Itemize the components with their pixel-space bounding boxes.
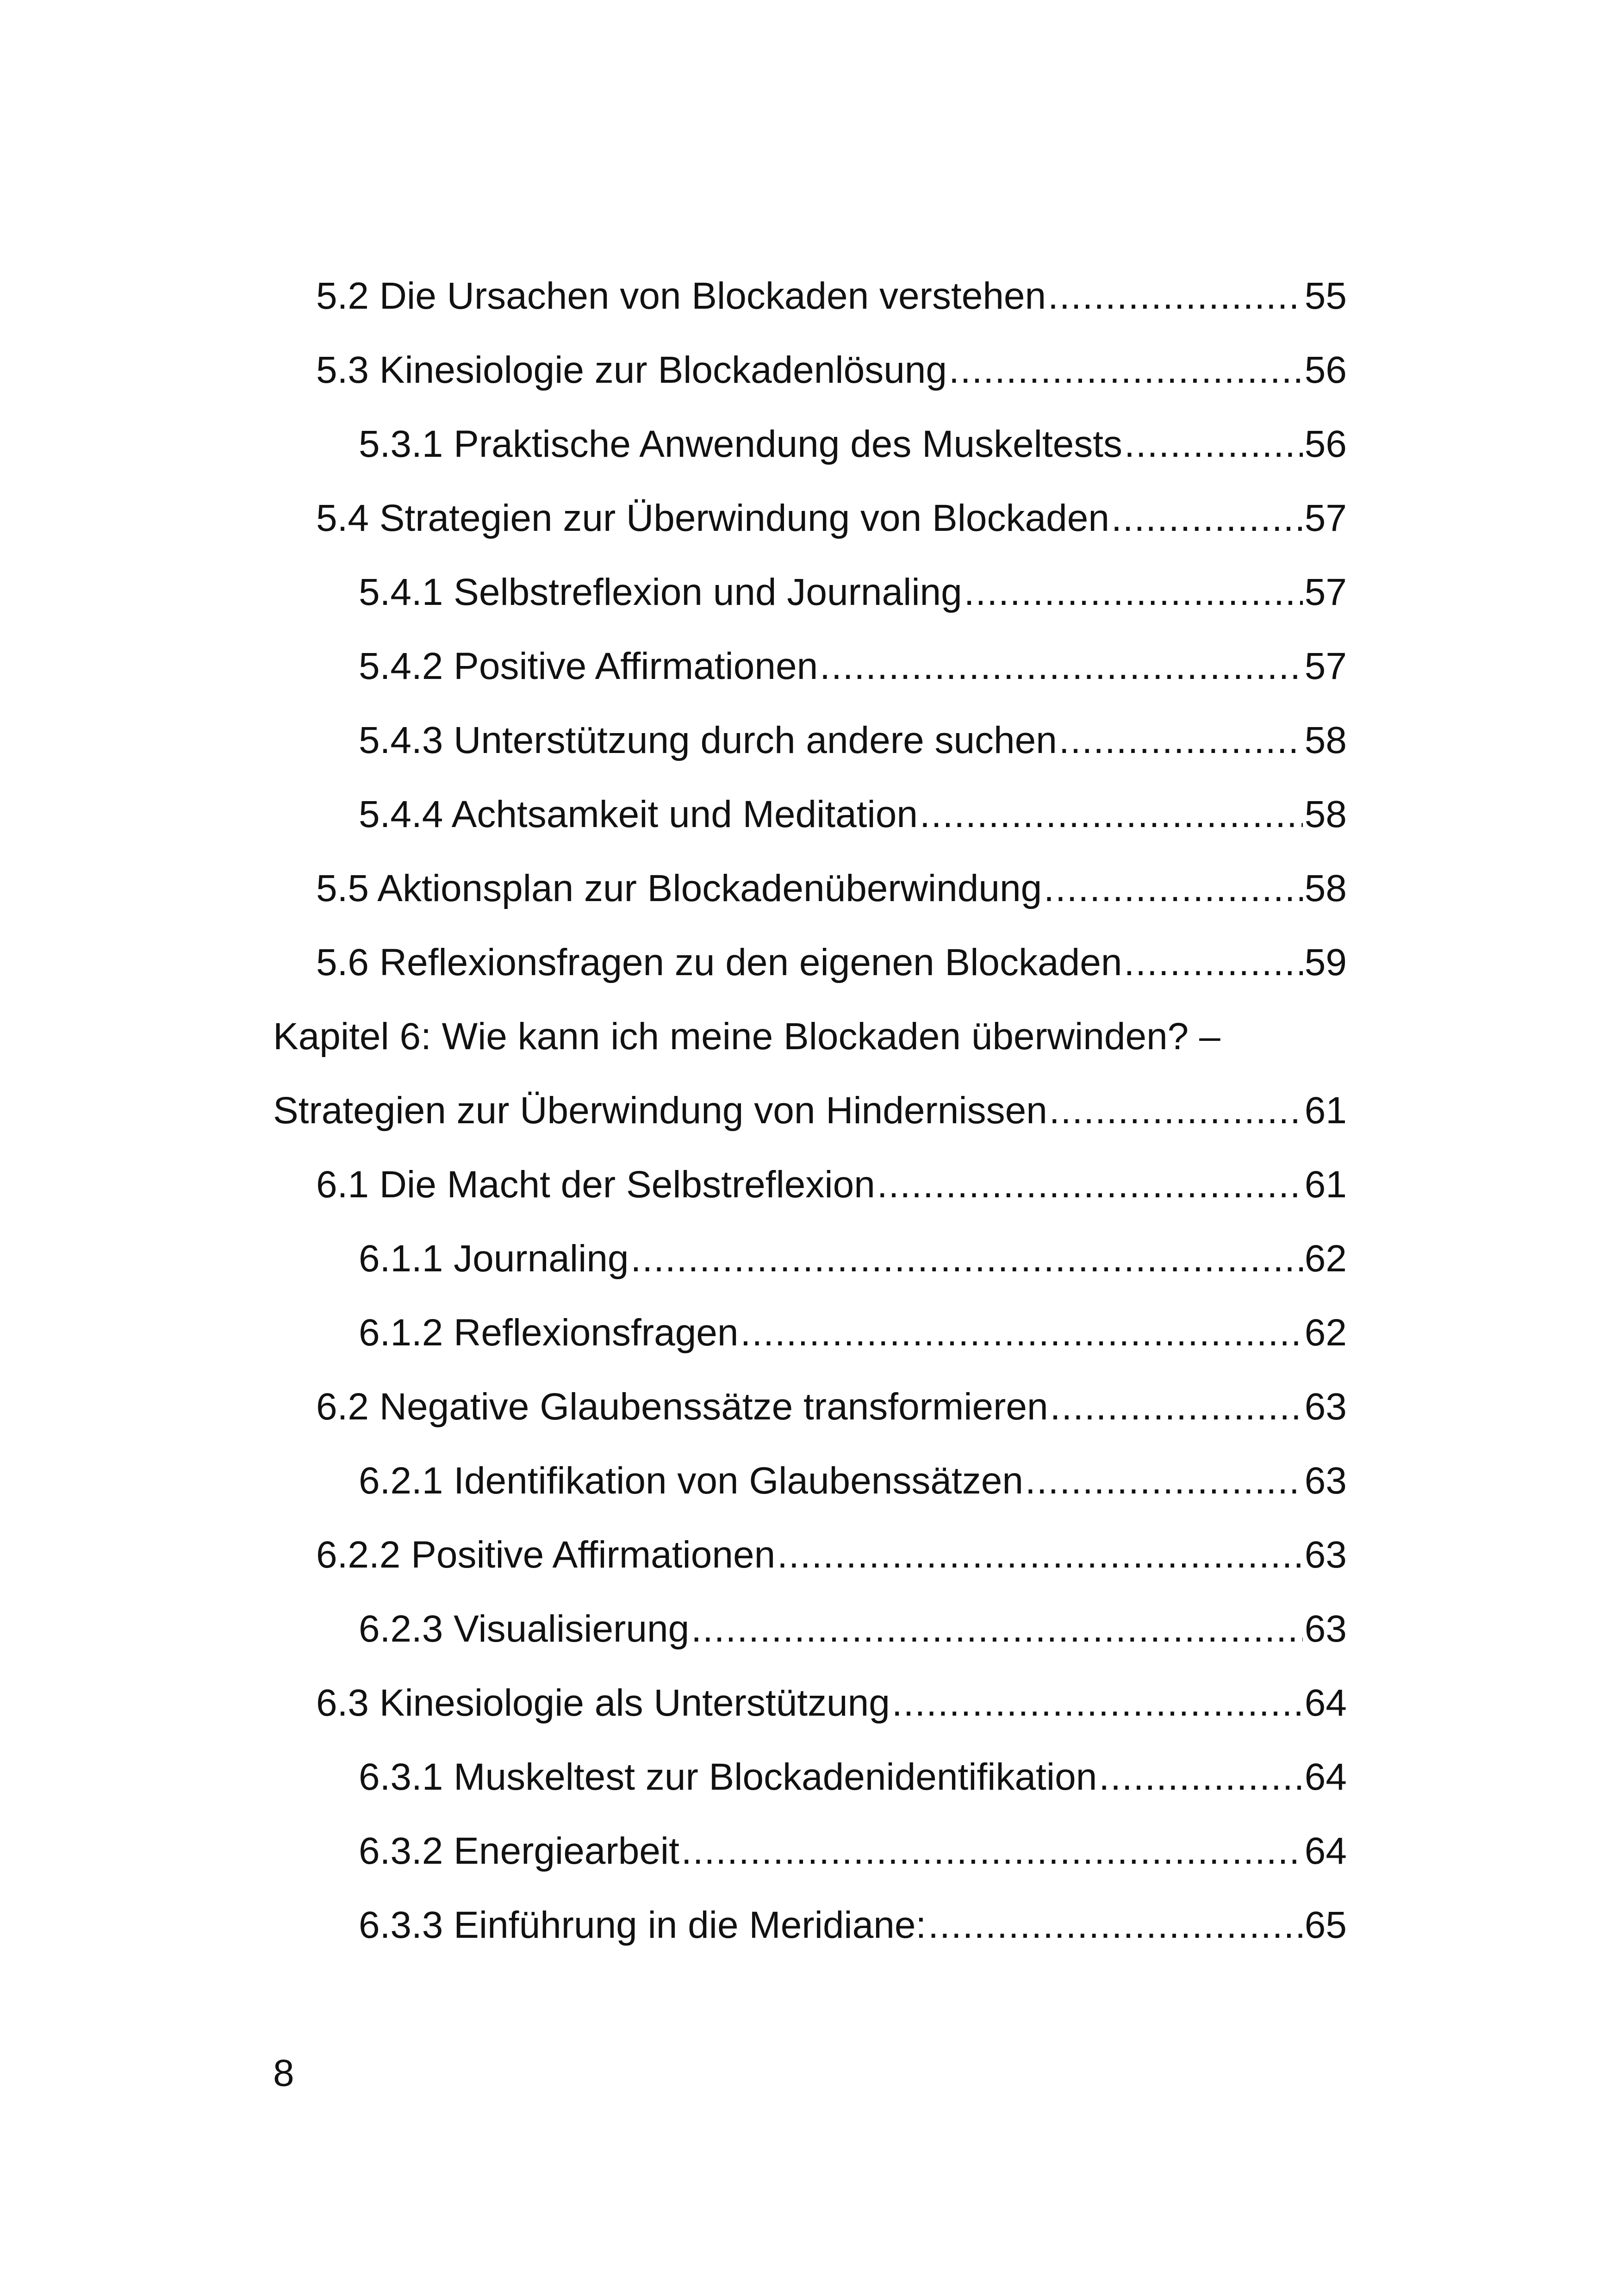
toc-entry-title: 5.2 Die Ursachen von Blockaden verstehen: [316, 275, 1046, 317]
toc-entry-5-4-3[interactable]: [359, 703, 1347, 778]
toc-entry-title: 6.2.2 Positive Affirmationen: [316, 1534, 776, 1576]
toc-page-number: 56: [1304, 349, 1347, 391]
dot-leader: [1099, 1740, 1302, 1814]
toc-entry-title: 6.3 Kinesiologie als Unterstützung: [316, 1682, 890, 1724]
toc-entry-5-4-1[interactable]: [359, 555, 1347, 629]
toc-entry-title: 5.3 Kinesiologie zur Blockadenlösung: [316, 349, 947, 391]
toc-page-number: 63: [1304, 1460, 1347, 1502]
toc-entry-6-3-1[interactable]: [359, 1740, 1347, 1814]
dot-leader: [820, 629, 1303, 703]
toc-page-number: 61: [1304, 1164, 1347, 1206]
toc-entry-title: 5.5 Aktionsplan zur Blockadenüberwindung: [316, 867, 1042, 909]
toc-page-number: 58: [1304, 867, 1347, 909]
toc-page-number: 62: [1304, 1312, 1347, 1354]
toc-entry-title: 6.2.1 Identifikation von Glaubenssätzen: [359, 1460, 1023, 1502]
toc-entry-title: 5.4.4 Achtsamkeit und Meditation: [359, 793, 918, 835]
dot-leader: [1124, 926, 1302, 1000]
toc-page-number: 64: [1304, 1682, 1347, 1724]
toc-page-number: 55: [1304, 275, 1347, 317]
toc-entry-6-1[interactable]: [316, 1148, 1347, 1222]
toc-entry-5-2[interactable]: [316, 259, 1347, 333]
page-number: 8: [273, 2052, 294, 2094]
toc-entry-5-3-1[interactable]: [359, 407, 1347, 481]
toc-entry-title: 6.1.2 Reflexionsfragen: [359, 1312, 739, 1354]
toc-entry-5-6[interactable]: [316, 926, 1347, 1000]
toc-entry-6-2-2[interactable]: [316, 1518, 1347, 1592]
dot-leader: [1044, 852, 1303, 926]
toc-page-number: 57: [1304, 497, 1347, 539]
dot-leader: [1124, 407, 1303, 481]
toc-entry-5-3[interactable]: [316, 333, 1347, 407]
toc-page-number: 56: [1304, 423, 1347, 465]
toc-entry-title: 6.3.1 Muskeltest zur Blockadenidentifikation: [359, 1756, 1097, 1798]
dot-leader: [877, 1148, 1303, 1222]
toc-entry-title: 5.4 Strategien zur Überwindung von Blockaden: [316, 497, 1109, 539]
toc-page-number: 57: [1304, 571, 1347, 613]
toc-entry-title: Strategien zur Überwindung von Hindernissen: [273, 1089, 1047, 1132]
dot-leader: [681, 1814, 1303, 1888]
toc-entry-title: 5.4.1 Selbstreflexion und Journaling: [359, 571, 962, 613]
toc-entry-5-4[interactable]: [316, 481, 1347, 555]
toc-entry-6-1-2[interactable]: [359, 1296, 1347, 1370]
toc-entry-title: 6.1.1 Journaling: [359, 1238, 629, 1280]
toc-entry-chapter-6[interactable]: [273, 1074, 1347, 1148]
toc-entry-title: 5.4.3 Unterstützung durch andere suchen: [359, 719, 1057, 761]
toc-page-number: 58: [1304, 719, 1347, 761]
dot-leader: [1059, 703, 1303, 778]
dot-leader: [1111, 481, 1303, 555]
dot-leader: [1025, 1444, 1303, 1518]
toc-page-number: 58: [1304, 793, 1347, 835]
toc-page-number: 61: [1304, 1089, 1347, 1132]
toc-entry-title: 6.2.3 Visualisierung: [359, 1608, 690, 1650]
toc-page-number: 63: [1304, 1386, 1347, 1428]
dot-leader: [741, 1296, 1303, 1370]
toc-entry-6-3-2[interactable]: [359, 1814, 1347, 1888]
dot-leader: [777, 1518, 1303, 1592]
toc-page-number: 64: [1304, 1830, 1347, 1872]
toc-entry-title: 5.6 Reflexionsfragen zu den eigenen Blockaden: [316, 941, 1122, 983]
toc-entry-5-4-2[interactable]: [359, 629, 1347, 703]
toc-page-number: 59: [1304, 941, 1347, 983]
toc-entry-title: 6.2 Negative Glaubenssätze transformieren: [316, 1386, 1048, 1428]
dot-leader: [1050, 1370, 1303, 1444]
toc-entry-5-4-4[interactable]: [359, 778, 1347, 852]
toc-entry-title: 6.3.2 Energiearbeit: [359, 1830, 679, 1872]
toc-entry-6-2-3[interactable]: [359, 1592, 1347, 1666]
toc-page-number: 57: [1304, 645, 1347, 687]
dot-leader: [892, 1666, 1303, 1740]
toc-chapter-6-heading-line[interactable]: Kapitel 6: Wie kann ich meine Blockaden überwinden? –: [273, 1015, 1220, 1058]
toc-entry-6-2-1[interactable]: [359, 1444, 1347, 1518]
dot-leader: [920, 778, 1303, 852]
dot-leader: [964, 555, 1303, 629]
toc-page-number: 65: [1304, 1904, 1347, 1946]
dot-leader: [691, 1592, 1303, 1666]
dot-leader: [631, 1222, 1303, 1296]
dot-leader: [928, 1888, 1303, 1962]
dot-leader: [1049, 1074, 1303, 1148]
toc-entry-6-3-3[interactable]: [359, 1888, 1347, 1962]
toc-entry-6-3[interactable]: [316, 1666, 1347, 1740]
toc-entry-6-1-1[interactable]: [359, 1222, 1347, 1296]
toc-entry-title: 5.3.1 Praktische Anwendung des Muskeltests: [359, 423, 1123, 465]
toc-entry-5-5[interactable]: [316, 852, 1347, 926]
toc-page-number: 63: [1304, 1534, 1347, 1576]
toc-page-number: 64: [1304, 1756, 1347, 1798]
toc-entry-title: 5.4.2 Positive Affirmationen: [359, 645, 818, 687]
toc-entry-title: 6.3.3 Einführung in die Meridiane:: [359, 1904, 927, 1946]
dot-leader: [1048, 259, 1303, 333]
toc-page-number: 62: [1304, 1238, 1347, 1280]
toc-page-number: 63: [1304, 1608, 1347, 1650]
toc-entry-6-2[interactable]: [316, 1370, 1347, 1444]
toc-entry-title: 6.1 Die Macht der Selbstreflexion: [316, 1164, 875, 1206]
dot-leader: [949, 333, 1303, 407]
